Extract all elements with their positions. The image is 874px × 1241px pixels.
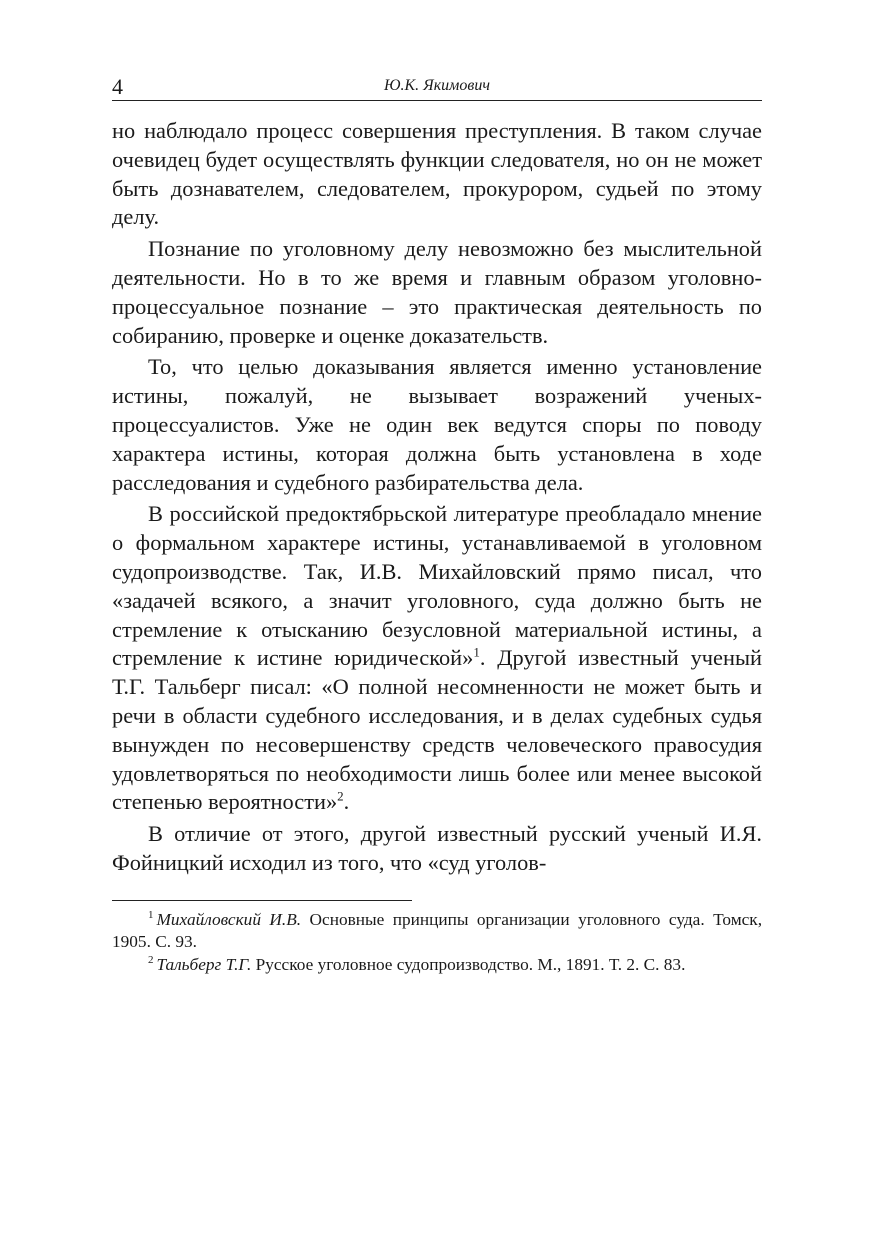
footnote-text: Русское уголовное судопроизводство. М., 1891. Т. 2. С. 83. xyxy=(251,954,686,974)
paragraph: Познание по уголовному делу невозможно без мыслительной деятельности. Но в то же время и главным образом уголовно-процессуальное познание – это практическая деятельность по собиранию, проверке и оценке доказательств. xyxy=(112,236,762,348)
paragraph-text: . xyxy=(343,789,350,815)
paragraph: В отличие от этого, другой известный русский ученый И.Я. Фойницкий исходил из того, что «суд уголов- xyxy=(112,821,762,875)
paragraph-text: В российской предоктябрьской литературе преобладало мнение о формальном характере истины, устанавливаемой в уголовном судопроизводстве. Так, И.В. Михайловский прямо писал, что «задачей всякого, а значит уголовного, суда должно быть не стремление к отысканию безусловной материальной истины, а стремление к истине юридической» xyxy=(112,501,762,671)
footnote-author: Тальберг Т.Г. xyxy=(156,954,252,974)
footnote-ref-2: 2 xyxy=(337,788,344,804)
footnote-marker: 1 xyxy=(148,908,154,921)
footnote-1 xyxy=(112,909,762,953)
running-head-author: Ю.К. Якимович xyxy=(384,77,490,94)
body-text xyxy=(112,117,762,878)
page-number: 4 xyxy=(112,74,123,99)
footnote-separator xyxy=(112,900,412,901)
footnote-ref-1: 1 xyxy=(473,644,480,660)
paragraph: но наблюдало процесс совершения преступления. В таком случае очевидец будет осуществлять функции следователя, но он не может быть дознавателем, следователем, прокурором, судьей по этому делу. xyxy=(112,118,762,230)
footnote-2 xyxy=(112,954,762,976)
paragraph-with-footnotes xyxy=(112,500,762,817)
footnote-author: Михайловский И.В. xyxy=(156,909,302,929)
footnotes xyxy=(112,909,762,976)
paragraph-text: . Другой известный ученый Т.Г. Тальберг писал: «О полной несомненности не может быть и речи в области судебного исследования, и в делах судебных судья вынужден по несовершенству средств человеческого правосудия удовлетворяться по необходимости лишь более или менее высокой степенью вероятности» xyxy=(112,645,762,815)
footnote-text: Основные принципы организации уголовного суда. Томск, 1905. С. 93. xyxy=(112,909,763,951)
paragraph: То, что целью доказывания является именно установление истины, пожалуй, не вызывает возражений ученых-процессуалистов. Уже не один век ведутся споры по поводу характера истины, которая должна быть установлена в ходе расследования и судебного разбирательства дела. xyxy=(112,354,762,495)
running-header xyxy=(112,70,762,101)
book-page xyxy=(112,70,762,977)
footnote-marker: 2 xyxy=(148,953,154,966)
